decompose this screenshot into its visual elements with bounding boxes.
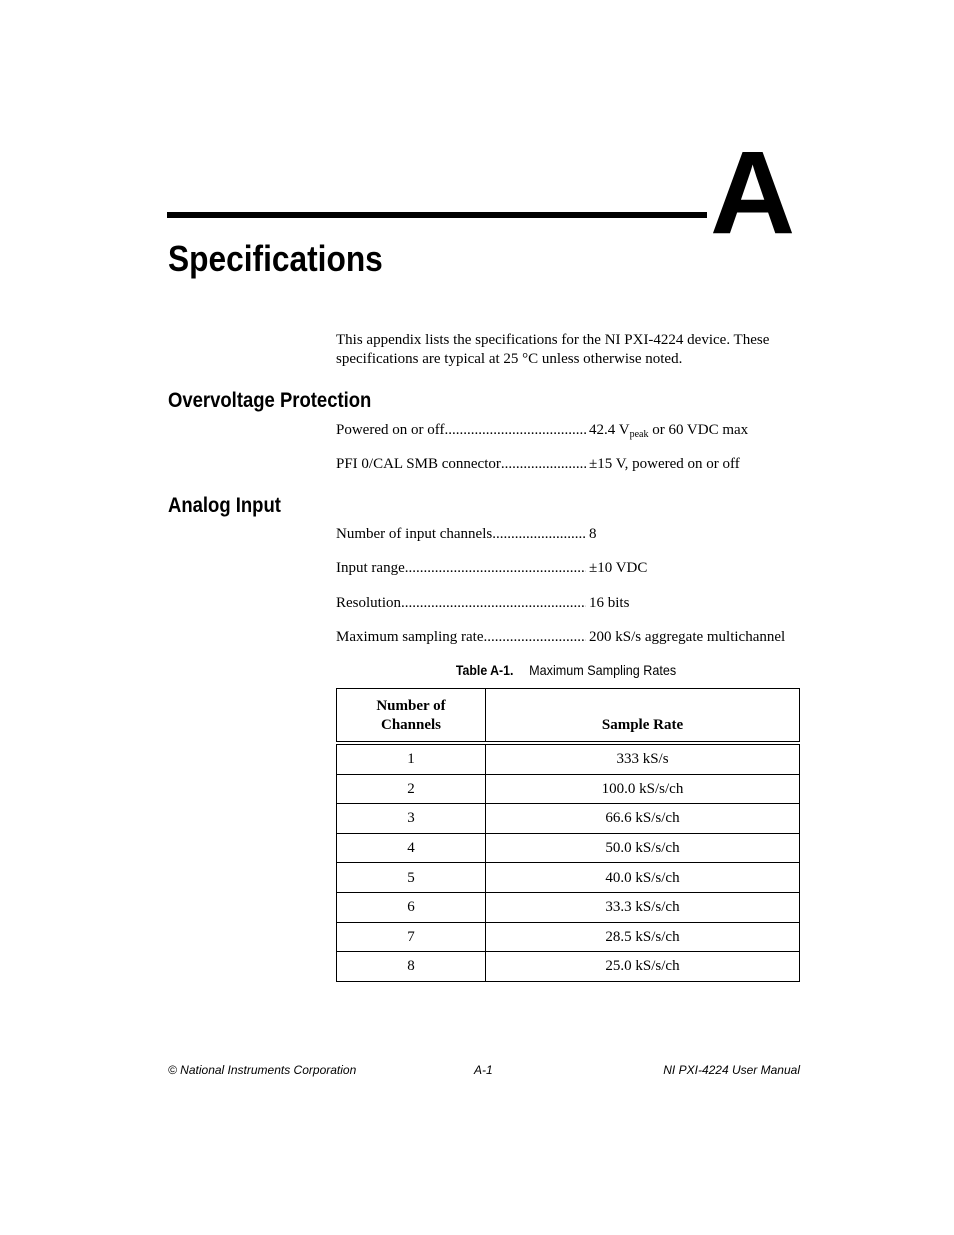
spec-row-powered [336,420,806,440]
chapter-letter: A [710,127,794,259]
table-row [337,922,800,952]
spec-row-resolution [336,593,806,613]
table-caption [336,660,800,680]
channels-cell: 7 [337,922,486,952]
rate-cell: 25.0 kS/s/ch [486,952,800,982]
spec-value: 8 [589,526,597,542]
channels-cell: 8 [337,952,486,982]
spec-label: Input range [336,560,405,576]
rate-cell: 50.0 kS/s/ch [486,833,800,863]
rate-cell: 333 kS/s [486,743,800,774]
spec-row-channels [336,524,806,544]
channels-cell: 1 [337,743,486,774]
channels-cell: 6 [337,892,486,922]
footer-page-number: A-1 [474,1063,493,1077]
footer-manual-title: NI PXI-4224 User Manual [663,1063,800,1077]
page-title: Specifications [168,238,383,279]
channels-cell: 4 [337,833,486,863]
table-row [337,774,800,804]
chapter-rule [167,212,707,218]
spec-value: 16 bits [589,595,630,611]
spec-label: Number of input channels [336,526,493,542]
channels-cell: 2 [337,774,486,804]
header-sample-rate: Sample Rate [486,689,800,744]
table-caption-title: Maximum Sampling Rates [529,662,677,678]
footer-copyright: © National Instruments Corporation [168,1063,357,1077]
spec-label: Maximum sampling rate [336,629,484,645]
channels-cell: 5 [337,863,486,893]
table-row [337,833,800,863]
spec-value: ±10 VDC [589,560,648,576]
header-channels: Number of Channels [337,689,486,744]
rate-cell: 100.0 kS/s/ch [486,774,800,804]
table-caption-number: Table A-1. [455,662,514,678]
spec-label: PFI 0/CAL SMB connector [336,456,501,472]
sampling-rates-table [336,688,800,982]
table-row [337,863,800,893]
table-header-row [337,689,800,744]
rate-cell: 40.0 kS/s/ch [486,863,800,893]
rate-cell: 33.3 kS/s/ch [486,892,800,922]
dot-leader [492,524,586,544]
spec-value: ±15 V, powered on or off [589,456,740,472]
table-row [337,743,800,774]
rate-cell: 28.5 kS/s/ch [486,922,800,952]
dot-leader [401,593,586,613]
spec-row-max-sampling [336,627,806,647]
rate-cell: 66.6 kS/s/ch [486,804,800,834]
spec-row-pfi [336,454,806,474]
dot-leader [405,558,586,578]
table-row [337,804,800,834]
spec-label: Resolution [336,595,402,611]
table-row [337,952,800,982]
spec-label: Powered on or off [336,422,445,438]
section-heading-analog-input: Analog Input [168,494,281,517]
intro-paragraph: This appendix lists the specifications for the NI PXI-4224 device. These specifications are typical at 25 °C unless otherwise noted. [336,332,770,367]
spec-value: 42.4 $V_{peak}$ or 60 VDC max [589,422,749,440]
table-row [337,892,800,922]
dot-leader [444,420,586,440]
spec-value: 200 kS/s aggregate multichannel [589,629,786,645]
section-heading-overvoltage: Overvoltage Protection [168,389,372,412]
channels-cell: 3 [337,804,486,834]
dot-leader [501,454,586,474]
spec-row-input-range [336,558,806,578]
dot-leader [483,627,586,647]
